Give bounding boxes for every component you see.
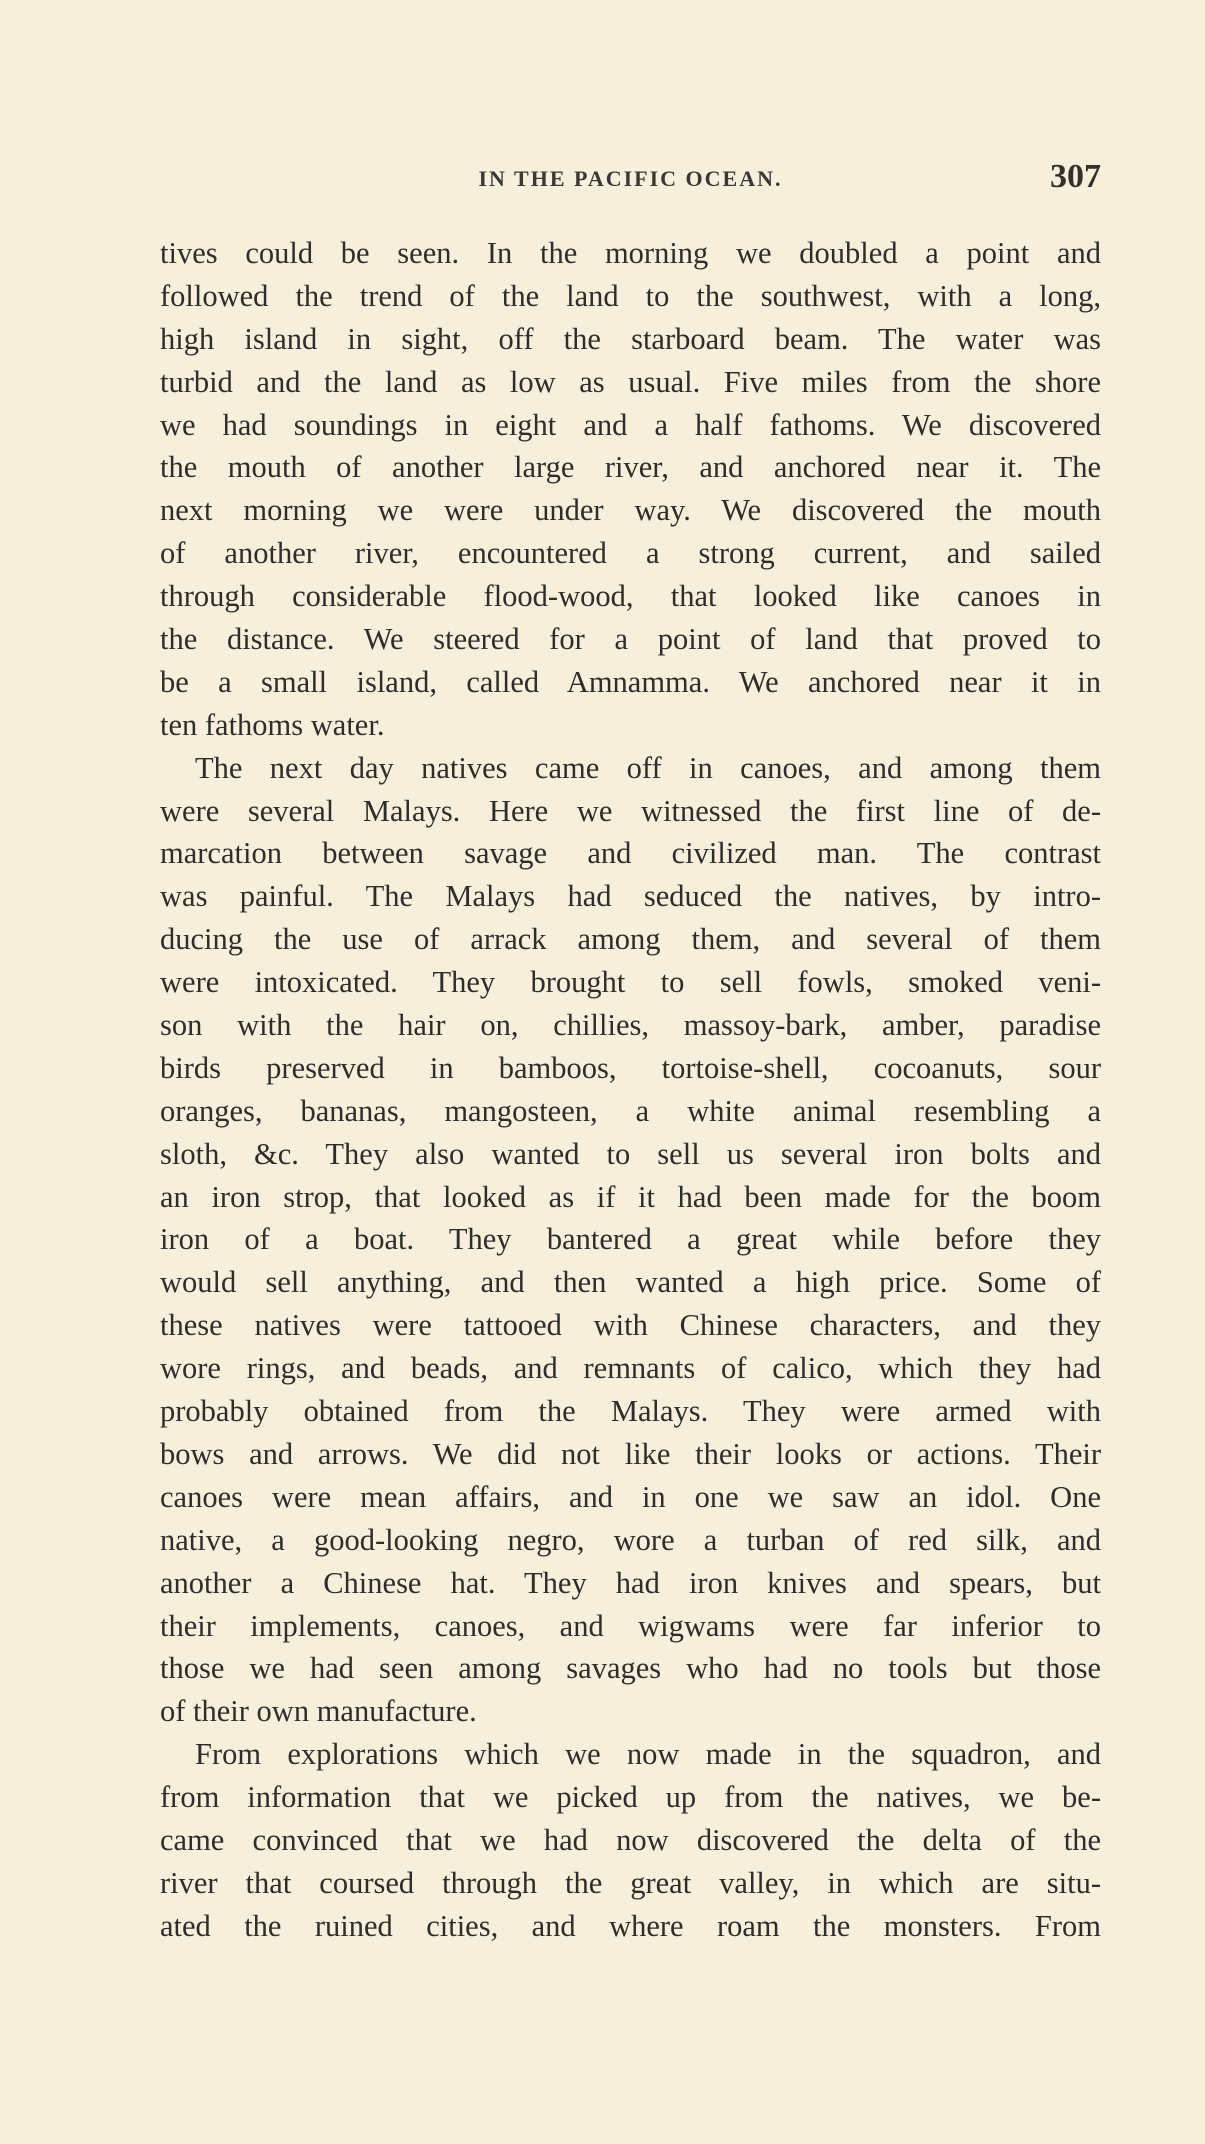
text-line: another a Chinese hat. They had iron knives and spears, but xyxy=(160,1565,1101,1600)
text-line: was painful. The Malays had seduced the natives, by intro- xyxy=(160,879,1101,914)
page-header xyxy=(160,158,1101,198)
text-line: were intoxicated. They brought to sell fowls, smoked veni- xyxy=(160,965,1101,1000)
text-line: river that coursed through the great valley, in which are situ- xyxy=(160,1865,1101,1900)
text-line: came convinced that we had now discovered the delta of the xyxy=(160,1822,1101,1857)
text-line: of their own manufacture. xyxy=(160,1694,477,1729)
text-line: tives could be seen. In the morning we doubled a point and xyxy=(160,236,1101,270)
text-line: from information that we picked up from the natives, we be- xyxy=(160,1780,1101,1815)
text-line: we had soundings in eight and a half fathoms. We discovered xyxy=(160,407,1101,442)
text-line: bows and arrows. We did not like their looks or actions. Their xyxy=(160,1436,1101,1471)
text-line: sloth, &c. They also wanted to sell us several iron bolts and xyxy=(160,1136,1101,1171)
text-line: the distance. We steered for a point of land that proved to xyxy=(160,622,1101,657)
text-line: oranges, bananas, mangosteen, a white animal resembling a xyxy=(160,1093,1101,1128)
text-line: high island in sight, off the starboard beam. The water was xyxy=(160,321,1101,356)
text-line: these natives were tattooed with Chinese characters, and they xyxy=(160,1308,1101,1343)
page-number: 307 xyxy=(1050,158,1101,195)
text-line: ducing the use of arrack among them, and several of them xyxy=(160,922,1101,957)
text-line: would sell anything, and then wanted a high price. Some of xyxy=(160,1265,1101,1300)
text-line: those we had seen among savages who had no tools but those xyxy=(160,1651,1101,1686)
text-line: next morning we were under way. We discovered the mouth xyxy=(160,493,1101,528)
text-line: through considerable flood-wood, that looked like canoes in xyxy=(160,579,1101,614)
text-line: marcation between savage and civilized man. The contrast xyxy=(160,836,1101,871)
text-line: turbid and the land as low as usual. Five miles from the shore xyxy=(160,364,1101,399)
text-line: birds preserved in bamboos, tortoise-shell, cocoanuts, sour xyxy=(160,1050,1101,1085)
text-line: son with the hair on, chillies, massoy-bark, amber, paradise xyxy=(160,1008,1101,1043)
text-line: ated the ruined cities, and where roam the monsters. From xyxy=(160,1908,1101,1943)
text-line: probably obtained from the Malays. They were armed with xyxy=(160,1394,1101,1429)
body-text xyxy=(160,232,1101,1948)
running-title: IN THE PACIFIC OCEAN. xyxy=(478,166,783,191)
text-line: The next day natives came off in canoes, and among them xyxy=(195,750,1101,785)
text-line: ten fathoms water. xyxy=(160,707,385,742)
text-line: of another river, encountered a strong current, and sailed xyxy=(160,536,1101,571)
text-line: an iron strop, that looked as if it had been made for the boom xyxy=(160,1179,1101,1214)
text-line: were several Malays. Here we witnessed the first line of de- xyxy=(160,793,1101,828)
text-line: From explorations which we now made in the squadron, and xyxy=(195,1737,1101,1772)
text-line: their implements, canoes, and wigwams were far inferior to xyxy=(160,1608,1101,1643)
text-line: native, a good-looking negro, wore a turban of red silk, and xyxy=(160,1522,1101,1557)
text-line: followed the trend of the land to the southwest, with a long, xyxy=(160,278,1101,313)
text-line: iron of a boat. They bantered a great while before they xyxy=(160,1222,1101,1257)
text-line: canoes were mean affairs, and in one we saw an idol. One xyxy=(160,1479,1101,1514)
text-line: wore rings, and beads, and remnants of calico, which they had xyxy=(160,1351,1101,1386)
text-line: the mouth of another large river, and anchored near it. The xyxy=(160,450,1101,485)
text-line: be a small island, called Amnamma. We anchored near it in xyxy=(160,664,1101,699)
